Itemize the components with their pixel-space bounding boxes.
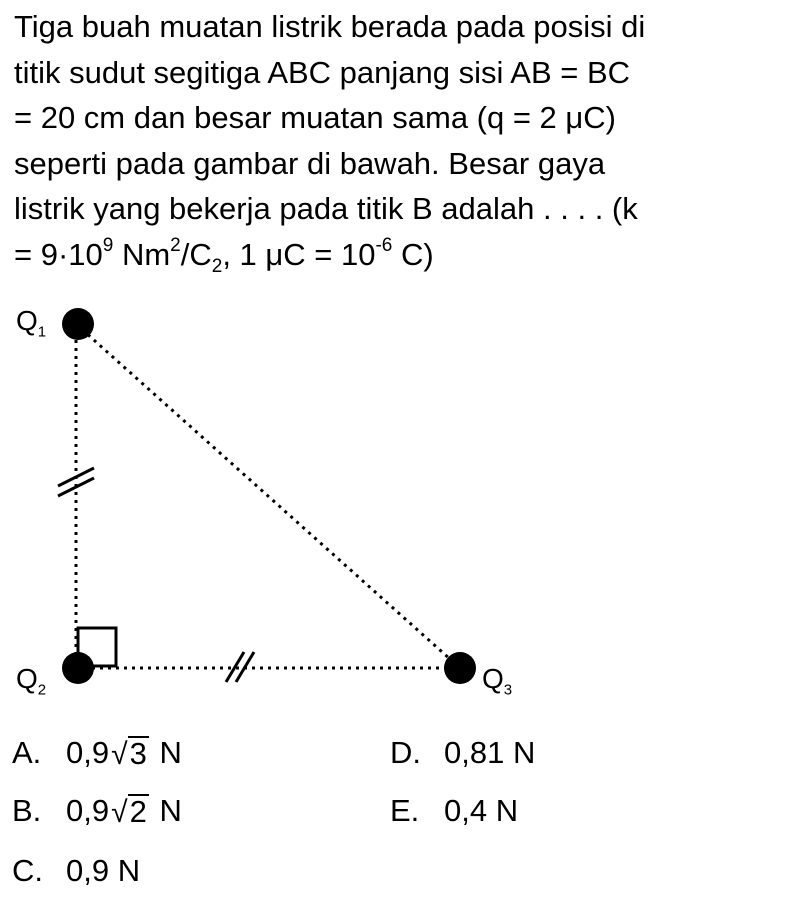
option-d[interactable]: D. 0,81 N xyxy=(390,735,536,770)
triangle-diagram xyxy=(0,290,560,710)
question-text xyxy=(14,4,776,277)
charge-q2 xyxy=(62,652,94,684)
charge-q3 xyxy=(444,652,476,684)
option-b[interactable]: B. 0,9 √ 2 N xyxy=(12,793,182,830)
option-c[interactable]: C. 0,9 N xyxy=(12,853,141,888)
label-q2: $Q_2$ xyxy=(16,663,47,699)
charge-q1 xyxy=(62,308,94,340)
question-line: = 20 cm dan besar muatan sama (q = 2 μC) xyxy=(14,100,616,135)
question-line: seperti pada gambar di bawah. Besar gaya xyxy=(14,145,606,181)
sqrt-symbol: √ 2 xyxy=(111,793,147,830)
option-e[interactable]: E. 0,4 N xyxy=(390,793,519,828)
question-line: listrik yang bekerja pada titik B adalah . . . . (k xyxy=(14,191,638,226)
label-q1: $Q_1$ xyxy=(16,305,47,341)
side-q1-q3 xyxy=(76,324,460,668)
question-line: Tiga buah muatan listrik berada pada posisi di xyxy=(14,9,646,44)
answer-options xyxy=(12,735,772,895)
question-line: titik sudut segitiga ABC panjang sisi AB = BC xyxy=(14,54,631,90)
triangle-svg xyxy=(0,290,560,710)
option-a[interactable]: A. 0,9 √ 3 N xyxy=(12,735,182,772)
sqrt-symbol: √ 3 xyxy=(111,735,147,772)
label-q3: $Q_3$ xyxy=(482,663,513,699)
tick-marks-q1-q2 xyxy=(58,468,94,496)
question-line-constants: = $9\cdot 10^9$ $Nm^2/C_2$, 1 $\mu C = 10^{-6}$ C) xyxy=(14,235,434,277)
